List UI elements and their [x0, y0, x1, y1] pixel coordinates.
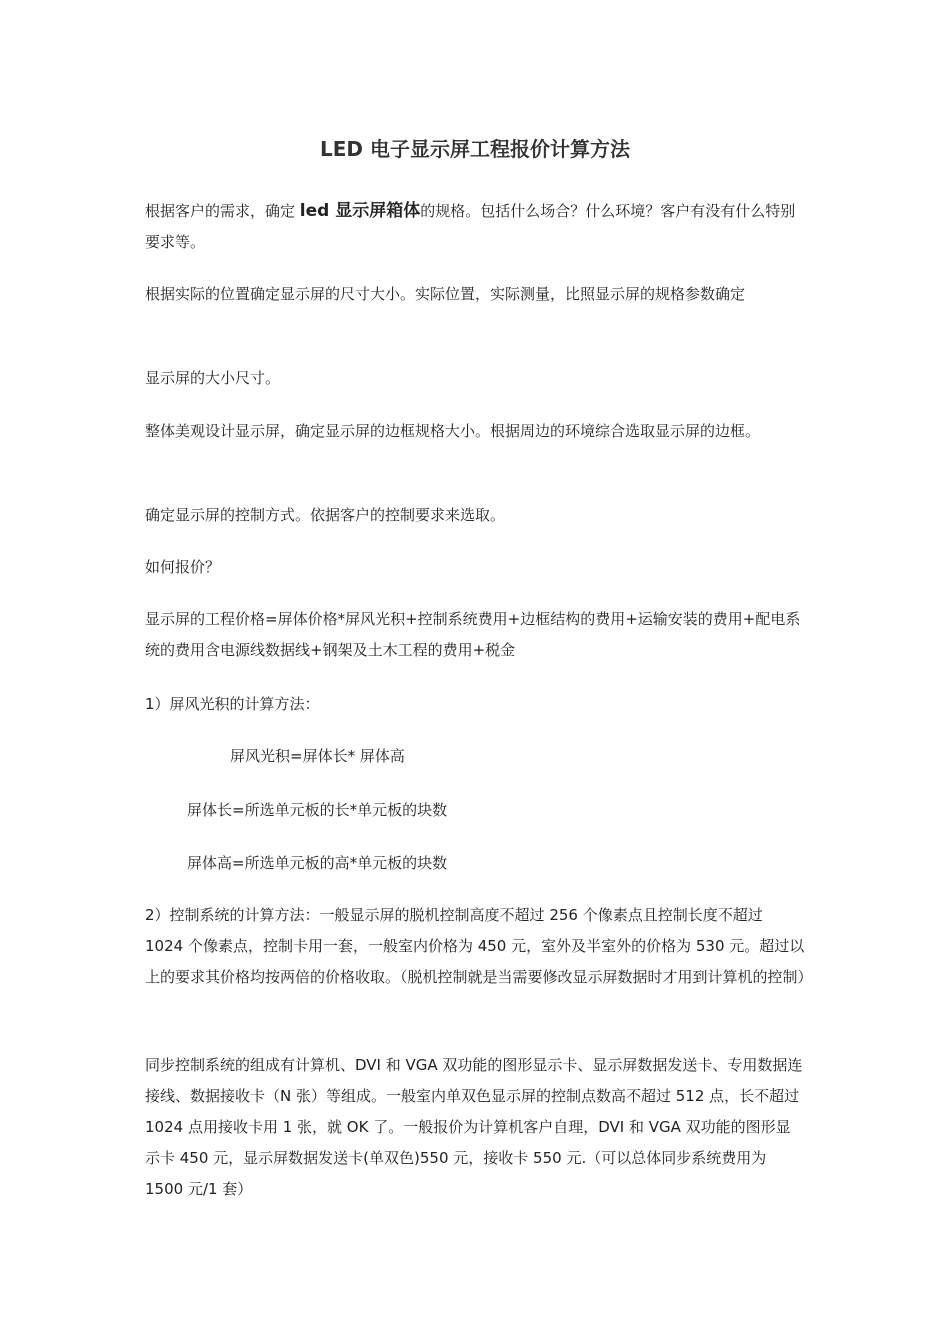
paragraph-size-cont: 显示屏的大小尺寸。 [145, 369, 281, 387]
paragraph-requirements [145, 196, 805, 258]
paragraph-sync-control: 同步控制系统的组成有计算机、DVI 和 VGA 双功能的图形显示卡、显示屏数据发送卡、专用数据连接线、数据接收卡（N 张）等组成。一般室内单双色显示屏的控制点数高不超过 512 点，长不超过 1024 点用接收卡用 1 张，就 OK 了。一般报价为计算机客户自理，DVI 和 VGA 双功能的图形显示卡 450 元，显示屏数据发送卡(单双色)550 元，接收卡 550 元.（可以总体同步系统费用为 1500 元/1 套） [145, 1056, 803, 1198]
formula-height: 屏体高=所选单元板的高*单元板的块数 [187, 854, 448, 872]
paragraph-price-formula: 显示屏的工程价格=屏体价格*屏风光积+控制系统费用+边框结构的费用+运输安装的费用+配电系统的费用含电源线数据线+钢架及土木工程的费用+税金 [145, 610, 801, 659]
document-title: LED 电子显示屏工程报价计算方法 [320, 137, 630, 161]
paragraph-control: 确定显示屏的控制方式。依据客户的控制要求来选取。 [145, 506, 506, 524]
paragraph-requirements-after: 的规格。包括什么场合？什么环境？客户有没有什么特别要求等。 [145, 202, 796, 251]
paragraph-area-heading: 1）屏风光积的计算方法： [145, 695, 320, 713]
paragraph-requirements-before: 根据客户的需求，确定 [145, 202, 300, 220]
paragraph-control-system: 2）控制系统的计算方法：一般显示屏的脱机控制高度不超过 256 个像素点且控制长度不超过 1024 个像素点，控制卡用一套，一般室内价格为 450 元，室外及半室外的价格为 530 元。超过以上的要求其价格均按两倍的价格收取。（脱机控制就是当需要修改显示屏数据时才用到计算机的控制） [145, 906, 813, 986]
paragraph-size: 根据实际的位置确定显示屏的尺寸大小。实际位置，实际测量，比照显示屏的规格参数确定 [145, 285, 746, 303]
keyword-led-cabinet: led 显示屏箱体 [299, 201, 421, 221]
paragraph-frame: 整体美观设计显示屏，确定显示屏的边框规格大小。根据周边的环境综合选取显示屏的边框。 [145, 422, 761, 440]
formula-area: 屏风光积=屏体长* 屏体高 [230, 747, 405, 765]
formula-length: 屏体长=所选单元板的长*单元板的块数 [187, 801, 448, 819]
paragraph-how-to-quote: 如何报价？ [145, 558, 221, 576]
